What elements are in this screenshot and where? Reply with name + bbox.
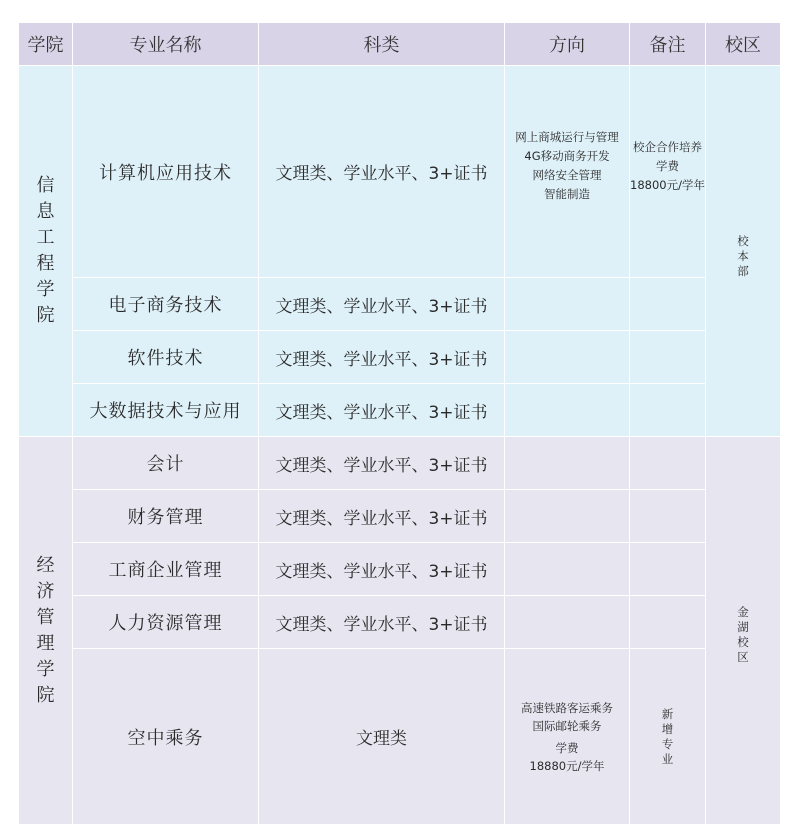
direction-line: 智能制造 [544, 187, 590, 201]
table-row [19, 331, 781, 384]
college-name-char: 程 [36, 253, 55, 274]
subject-type: 文理类 [259, 649, 505, 825]
header-row [19, 23, 781, 66]
subject-type: 文理类、学业水平、3+证书 [259, 490, 505, 543]
college-name-char: 息 [36, 201, 55, 222]
campus-char: 区 [737, 650, 749, 664]
direction-line: 学费 [555, 740, 579, 755]
subject-type: 文理类、学业水平、3+证书 [259, 384, 505, 437]
campus-char: 湖 [737, 620, 749, 634]
table-row [19, 649, 781, 825]
campus-cell [706, 437, 781, 825]
table-row [19, 490, 781, 543]
direction-cell [505, 543, 630, 596]
college-name-cell [19, 66, 73, 437]
campus-char: 金 [737, 605, 749, 619]
table-row [19, 596, 781, 649]
college-name-char: 院 [36, 305, 55, 326]
direction-cell [505, 649, 630, 825]
direction-cell [505, 278, 630, 331]
major-name: 会计 [73, 437, 259, 490]
table-row [19, 543, 781, 596]
college-name-char: 经 [36, 554, 55, 576]
college-name-char: 管 [36, 606, 55, 628]
note-char: 业 [661, 751, 674, 766]
college-name-char: 信 [36, 175, 55, 196]
note-cell [630, 278, 706, 331]
note-cell [630, 66, 706, 278]
header-direction: 方向 [505, 23, 630, 66]
note-line: 学费 [656, 159, 679, 173]
direction-line: 网络安全管理 [532, 168, 602, 182]
major-name: 电子商务技术 [73, 278, 259, 331]
direction-line: 高速铁路客运乘务 [521, 700, 613, 715]
major-name: 财务管理 [73, 490, 259, 543]
direction-line: 4G移动商务开发 [524, 149, 610, 163]
subject-type: 文理类、学业水平、3+证书 [259, 331, 505, 384]
direction-cell [505, 596, 630, 649]
campus-char: 部 [737, 264, 749, 278]
table-row [19, 278, 781, 331]
direction-cell [505, 331, 630, 384]
note-cell [630, 543, 706, 596]
direction-line: 18880元/学年 [529, 758, 605, 773]
major-name: 计算机应用技术 [73, 66, 259, 278]
direction-cell [505, 384, 630, 437]
college-name-char: 工 [36, 227, 55, 248]
note-char: 专 [661, 736, 674, 751]
campus-cell [706, 66, 781, 437]
direction-cell [505, 437, 630, 490]
major-name: 空中乘务 [73, 649, 259, 825]
college-name-char: 济 [36, 580, 55, 602]
major-name: 软件技术 [73, 331, 259, 384]
direction-cell [505, 490, 630, 543]
subject-type: 文理类、学业水平、3+证书 [259, 596, 505, 649]
college-name-char: 学 [36, 658, 55, 680]
table-row [19, 437, 781, 490]
header-campus: 校区 [706, 23, 781, 66]
direction-line: 网上商城运行与管理 [515, 130, 619, 144]
table-row [19, 66, 781, 278]
note-cell [630, 490, 706, 543]
direction-cell [505, 66, 630, 278]
major-name: 人力资源管理 [73, 596, 259, 649]
header-college: 学院 [19, 23, 73, 66]
note-char: 增 [661, 721, 674, 736]
note-cell [630, 649, 706, 825]
note-cell [630, 384, 706, 437]
college-name-char: 学 [36, 279, 55, 300]
subject-type: 文理类、学业水平、3+证书 [259, 437, 505, 490]
major-name: 工商企业管理 [73, 543, 259, 596]
college-name-char: 院 [36, 684, 55, 706]
direction-line: 国际邮轮乘务 [532, 718, 602, 733]
note-cell [630, 596, 706, 649]
note-cell [630, 331, 706, 384]
header-subject: 科类 [259, 23, 505, 66]
note-line: 18800元/学年 [630, 178, 705, 192]
table-row [19, 384, 781, 437]
college-name-char: 理 [36, 632, 55, 654]
majors-table [18, 22, 781, 825]
subject-type: 文理类、学业水平、3+证书 [259, 278, 505, 331]
header-note: 备注 [630, 23, 706, 66]
header-major: 专业名称 [73, 23, 259, 66]
note-cell [630, 437, 706, 490]
subject-type: 文理类、学业水平、3+证书 [259, 543, 505, 596]
campus-char: 本 [737, 249, 749, 263]
campus-char: 校 [737, 234, 749, 248]
campus-char: 校 [737, 635, 749, 649]
note-line: 校企合作培养 [633, 140, 702, 154]
major-name: 大数据技术与应用 [73, 384, 259, 437]
subject-type: 文理类、学业水平、3+证书 [259, 66, 505, 278]
college-name-cell [19, 437, 73, 825]
note-char: 新 [661, 706, 674, 721]
